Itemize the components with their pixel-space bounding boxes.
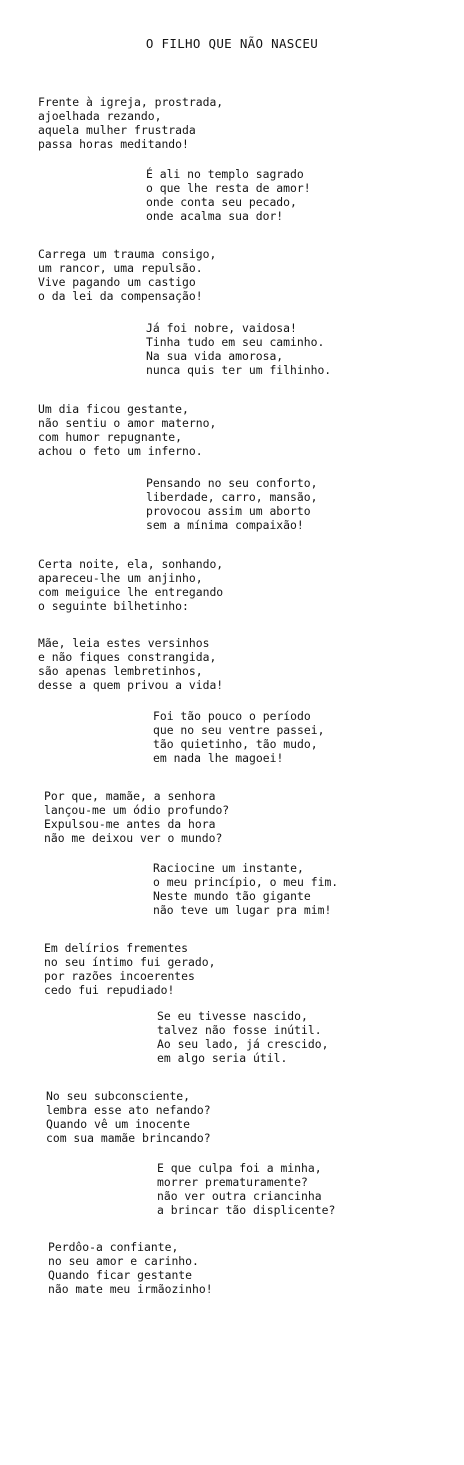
verse-line: É ali no templo sagrado [146, 167, 304, 181]
verse-line: achou o feto um inferno. [38, 444, 203, 458]
verse-line: Certa noite, ela, sonhando, [38, 557, 224, 571]
stanza [38, 95, 223, 151]
stanza [153, 709, 324, 765]
stanza [44, 789, 229, 845]
verse-line: ajoelhada rezando, [38, 109, 162, 123]
verse-line: Quando ficar gestante [48, 1268, 193, 1282]
stanza [157, 1161, 335, 1217]
stanza [146, 321, 331, 377]
verse-line: um rancor, uma repulsão. [38, 261, 203, 275]
verse-line: passa horas meditando! [38, 137, 189, 151]
verse-line: Na sua vida amorosa, [146, 349, 284, 363]
verse-line: o seguinte bilhetinho: [38, 599, 189, 613]
stanza [38, 557, 223, 613]
stanza [38, 402, 216, 458]
verse-line: lançou-me um ódio profundo? [44, 803, 230, 817]
stanza [48, 1240, 213, 1296]
verse-line: Já foi nobre, vaidosa! [146, 321, 297, 335]
verse-line: em algo seria útil. [157, 1051, 288, 1065]
verse-line: lembra esse ato nefando? [46, 1103, 211, 1117]
verse-line: Raciocine um instante, [153, 861, 304, 875]
verse-line: Carrega um trauma consigo, [38, 247, 217, 261]
verse-line: o meu princípio, o meu fim. [153, 875, 339, 889]
verse-line: tão quietinho, tão mudo, [153, 737, 318, 751]
stanza [38, 636, 223, 692]
verse-line: Quando vê um inocente [46, 1117, 191, 1131]
verse-line: não ver outra criancinha [157, 1189, 322, 1203]
verse-line: com sua mamãe brincando? [46, 1131, 211, 1145]
verse-line: o que lhe resta de amor! [146, 181, 311, 195]
stanza [157, 1009, 328, 1065]
stanza [146, 167, 311, 223]
verse-line: desse a quem privou a vida! [38, 678, 224, 692]
verse-line: cedo fui repudiado! [44, 983, 175, 997]
verse-line: provocou assim um aborto [146, 504, 311, 518]
verse-line: não sentiu o amor materno, [38, 416, 217, 430]
verse-line: onde conta seu pecado, [146, 195, 297, 209]
verse-line: aquela mulher frustrada [38, 123, 196, 137]
verse-line: que no seu ventre passei, [153, 723, 325, 737]
verse-line: Pensando no seu conforto, [146, 476, 318, 490]
verse-line: são apenas lembretinhos, [38, 664, 203, 678]
verse-line: Foi tão pouco o período [153, 709, 311, 723]
verse-line: com meiguice lhe entregando [38, 585, 224, 599]
verse-line: não teve um lugar pra mim! [153, 903, 332, 917]
verse-line: com humor repugnante, [38, 430, 183, 444]
stanza [146, 476, 317, 532]
verse-line: apareceu-lhe um anjinho, [38, 571, 203, 585]
verse-line: Em delírios frementes [44, 941, 189, 955]
verse-line: Ao seu lado, já crescido, [157, 1037, 329, 1051]
verse-line: Perdôo-a confiante, [48, 1240, 179, 1254]
stanza [44, 941, 215, 997]
stanza [46, 1089, 211, 1145]
verse-line: não me deixou ver o mundo? [44, 831, 223, 845]
verse-line: morrer prematuramente? [157, 1175, 308, 1189]
verse-line: talvez não fosse inútil. [157, 1023, 322, 1037]
verse-line: sem a mínima compaixão! [146, 518, 304, 532]
verse-line: em nada lhe magoei! [153, 751, 284, 765]
verse-line: Tinha tudo em seu caminho. [146, 335, 325, 349]
poem-title: O FILHO QUE NÃO NASCEU [145, 36, 319, 51]
verse-line: E que culpa foi a minha, [157, 1161, 322, 1175]
verse-line: Por que, mamãe, a senhora [44, 789, 216, 803]
verse-line: Um dia ficou gestante, [38, 402, 189, 416]
verse-line: nunca quis ter um filhinho. [146, 363, 332, 377]
verse-line: No seu subconsciente, [46, 1089, 191, 1103]
stanza [153, 861, 338, 917]
verse-line: no seu amor e carinho. [48, 1254, 199, 1268]
verse-line: não mate meu irmãozinho! [48, 1282, 213, 1296]
verse-line: no seu íntimo fui gerado, [44, 955, 216, 969]
verse-line: Se eu tivesse nascido, [157, 1009, 308, 1023]
verse-line: a brincar tão displicente? [157, 1203, 336, 1217]
verse-line: Neste mundo tão gigante [153, 889, 311, 903]
verse-line: Frente à igreja, prostrada, [38, 95, 224, 109]
verse-line: onde acalma sua dor! [146, 209, 284, 223]
verse-line: Expulsou-me antes da hora [44, 817, 216, 831]
verse-line: Mãe, leia estes versinhos [38, 636, 210, 650]
verse-line: Vive pagando um castigo [38, 275, 196, 289]
verse-line: liberdade, carro, mansão, [146, 490, 318, 504]
stanza [38, 247, 216, 303]
verse-line: o da lei da compensação! [38, 289, 203, 303]
verse-line: e não fiques constrangida, [38, 650, 217, 664]
verse-line: por razões incoerentes [44, 969, 195, 983]
